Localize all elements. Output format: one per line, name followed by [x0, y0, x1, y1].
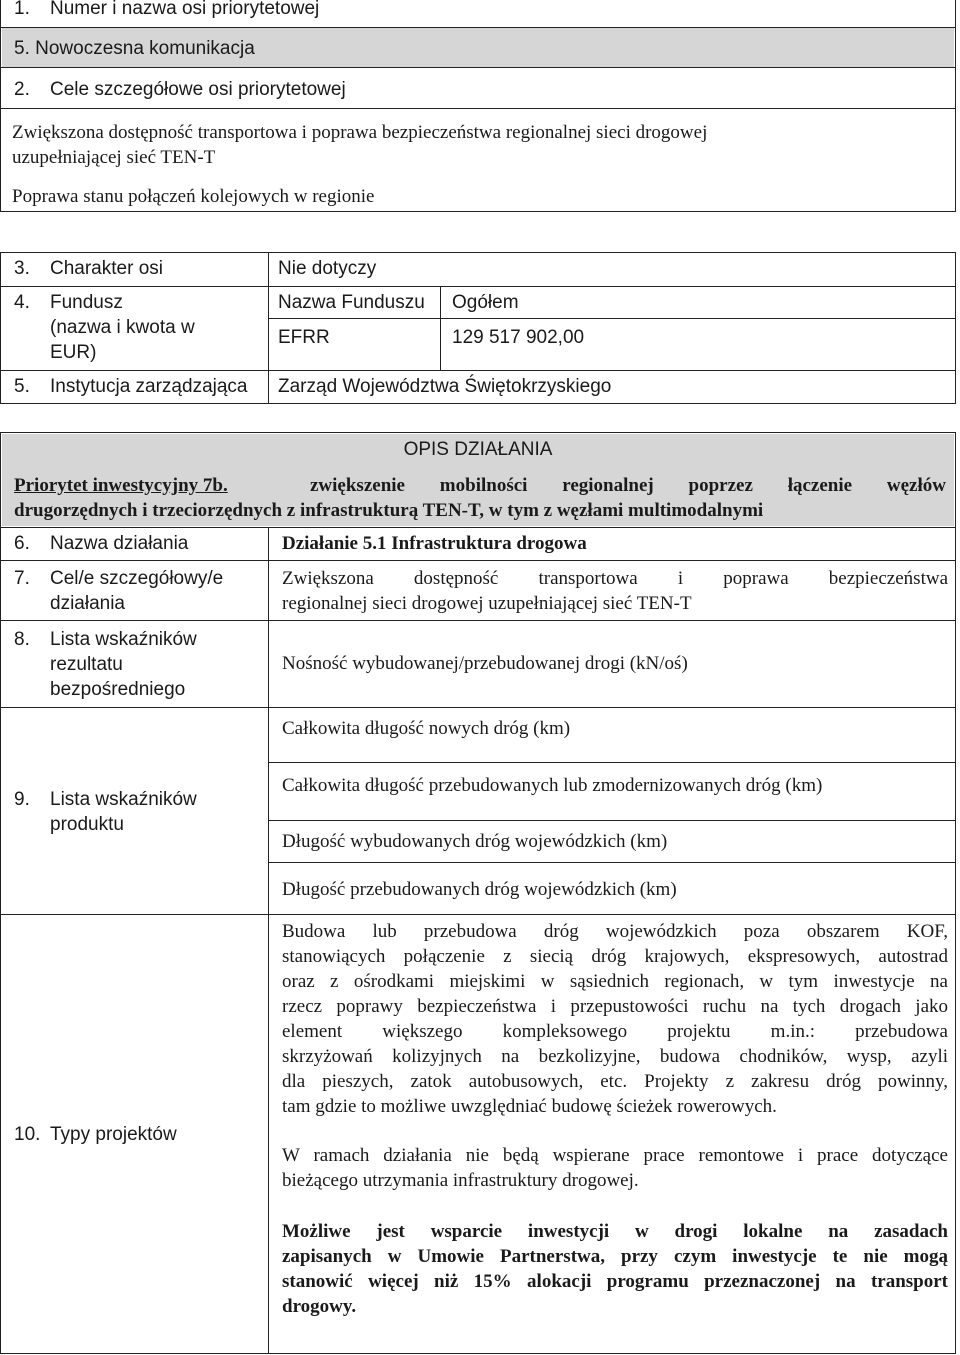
row-number-label: 4.	[14, 292, 30, 313]
action-name-label: Nazwa działania	[50, 533, 189, 554]
fund-label: EUR)	[50, 342, 97, 363]
divider	[0, 67, 956, 68]
divider	[268, 318, 956, 319]
divider	[268, 252, 269, 404]
axis-title: Numer i nazwa osi priorytetowej	[50, 0, 320, 19]
product-indicator: Długość wybudowanych dróg wojewódzkich (km)	[282, 831, 668, 852]
product-indicator: Długość przebudowanych dróg wojewódzkich (km)	[282, 879, 677, 900]
managing-authority-value: Zarząd Województwa Świętokrzyskiego	[278, 376, 612, 397]
project-types-text: dla pieszych, zatok autobusowych, etc. Projekty z zakresu dróg powinny,	[282, 1071, 948, 1092]
project-types-text: zapisanych w Umowie Partnerstwa, przy czym inwestycje te nie mogą	[282, 1246, 948, 1267]
goal-line: Poprawa stanu połączeń kolejowych w regionie	[12, 186, 375, 207]
axis-character-value: Nie dotyczy	[278, 258, 377, 279]
result-indicators-label: rezultatu	[50, 654, 123, 675]
investment-priority-label: Priorytet inwestycyjny 7b.	[14, 475, 228, 496]
divider	[0, 914, 956, 915]
divider	[268, 762, 956, 763]
project-types-text: drogowy.	[282, 1296, 357, 1317]
divider	[0, 527, 956, 528]
specific-goal-label: działania	[50, 593, 125, 614]
fund-label: Fundusz	[50, 292, 123, 313]
divider	[440, 286, 441, 370]
row-number-label: 5.	[14, 376, 30, 397]
specific-goal-label: Cel/e szczegółowy/e	[50, 568, 224, 589]
managing-authority-label: Instytucja zarządzająca	[50, 376, 248, 397]
project-types-text: element większego kompleksowego projektu m.in.: przebudowa	[282, 1021, 948, 1042]
divider	[0, 560, 956, 561]
goal-line: uzupełniającej sieć TEN-T	[12, 147, 216, 168]
goal-line: Zwiększona dostępność transportowa i poprawa bezpieczeństwa regionalnej sieci drogowej	[12, 122, 708, 143]
result-indicators-label: bezpośredniego	[50, 679, 186, 700]
goals-number-label: 2.	[14, 79, 30, 100]
product-indicators-label: Lista wskaźników	[50, 789, 197, 810]
project-types-text: Możliwe jest wsparcie inwestycji w drogi lokalne na zasadach	[282, 1221, 948, 1242]
investment-priority-text: drugorzędnych i trzeciorzędnych z infrastrukturą TEN-T, w tym z węzłami multimodalnymi	[14, 500, 764, 521]
divider	[0, 370, 956, 371]
product-indicator: Całkowita długość nowych dróg (km)	[282, 718, 571, 739]
project-types-text: skrzyżowań kolizyjnych na bezkolizyjne, budowa chodników, wysp, azyli	[282, 1046, 948, 1067]
specific-goal-value: Zwiększona dostępność transportowa i poprawa bezpieczeństwa	[282, 568, 948, 589]
divider	[0, 108, 956, 109]
row-number-label: 9.	[14, 789, 30, 810]
project-types-text: tam gdzie to możliwe uwzględniać budowę ścieżek rowerowych.	[282, 1096, 777, 1117]
fund-name-header: Nazwa Funduszu	[278, 292, 425, 313]
row-number-label: 3.	[14, 258, 30, 279]
result-indicator: Nośność wybudowanej/przebudowanej drogi (kN/oś)	[282, 653, 688, 674]
project-types-text: Budowa lub przebudowa dróg wojewódzkich poza obszarem KOF,	[282, 921, 948, 942]
fund-name-value: EFRR	[278, 327, 330, 348]
fund-total-header: Ogółem	[452, 292, 519, 313]
axis-character-label: Charakter osi	[50, 258, 163, 279]
divider	[268, 862, 956, 863]
fund-label: (nazwa i kwota w	[50, 317, 195, 338]
investment-priority-text: zwiększenie mobilności regionalnej poprzez łączenie węzłów	[310, 475, 946, 496]
row-number-label: 7.	[14, 568, 30, 589]
project-types-text: stanowić więcej niż 15% alokacji programu przeznaczonej na transport	[282, 1271, 948, 1292]
section-heading: OPIS DZIAŁANIA	[403, 439, 553, 460]
goals-title: Cele szczegółowe osi priorytetowej	[50, 79, 346, 100]
project-types-text: rzecz poprawy bezpieczeństwa i przepustowości ruchu na tych drogach jako	[282, 996, 948, 1017]
axis-name: 5. Nowoczesna komunikacja	[14, 38, 255, 59]
divider	[0, 620, 956, 621]
row-number-label: 8.	[14, 629, 30, 650]
row-number-label: 10.	[14, 1124, 41, 1145]
fund-total-value: 129 517 902,00	[452, 327, 585, 348]
divider	[0, 286, 956, 287]
product-indicator: Całkowita długość przebudowanych lub zmodernizowanych dróg (km)	[282, 775, 823, 796]
divider	[0, 707, 956, 708]
product-indicators-label: produktu	[50, 814, 124, 835]
project-types-text: W ramach działania nie będą wspierane prace remontowe i prace dotyczące	[282, 1145, 948, 1166]
row-number-label: 6.	[14, 533, 30, 554]
divider	[0, 27, 956, 28]
project-types-text: oraz z ośrodkami miejskimi w sąsiednich regionach, w tym inwestycje na	[282, 971, 948, 992]
project-types-label: Typy projektów	[50, 1124, 177, 1145]
axis-number-label: 1.	[14, 0, 30, 19]
divider	[268, 820, 956, 821]
result-indicators-label: Lista wskaźników	[50, 629, 197, 650]
specific-goal-value: regionalnej sieci drogowej uzupełniającej sieć TEN-T	[282, 593, 692, 614]
action-name-value: Działanie 5.1 Infrastruktura drogowa	[282, 533, 587, 554]
project-types-text: stanowiących połączenie z siecią dróg krajowych, ekspresowych, autostrad	[282, 946, 948, 967]
project-types-text: bieżącego utrzymania infrastruktury drogowej.	[282, 1170, 639, 1191]
divider	[268, 527, 269, 1354]
